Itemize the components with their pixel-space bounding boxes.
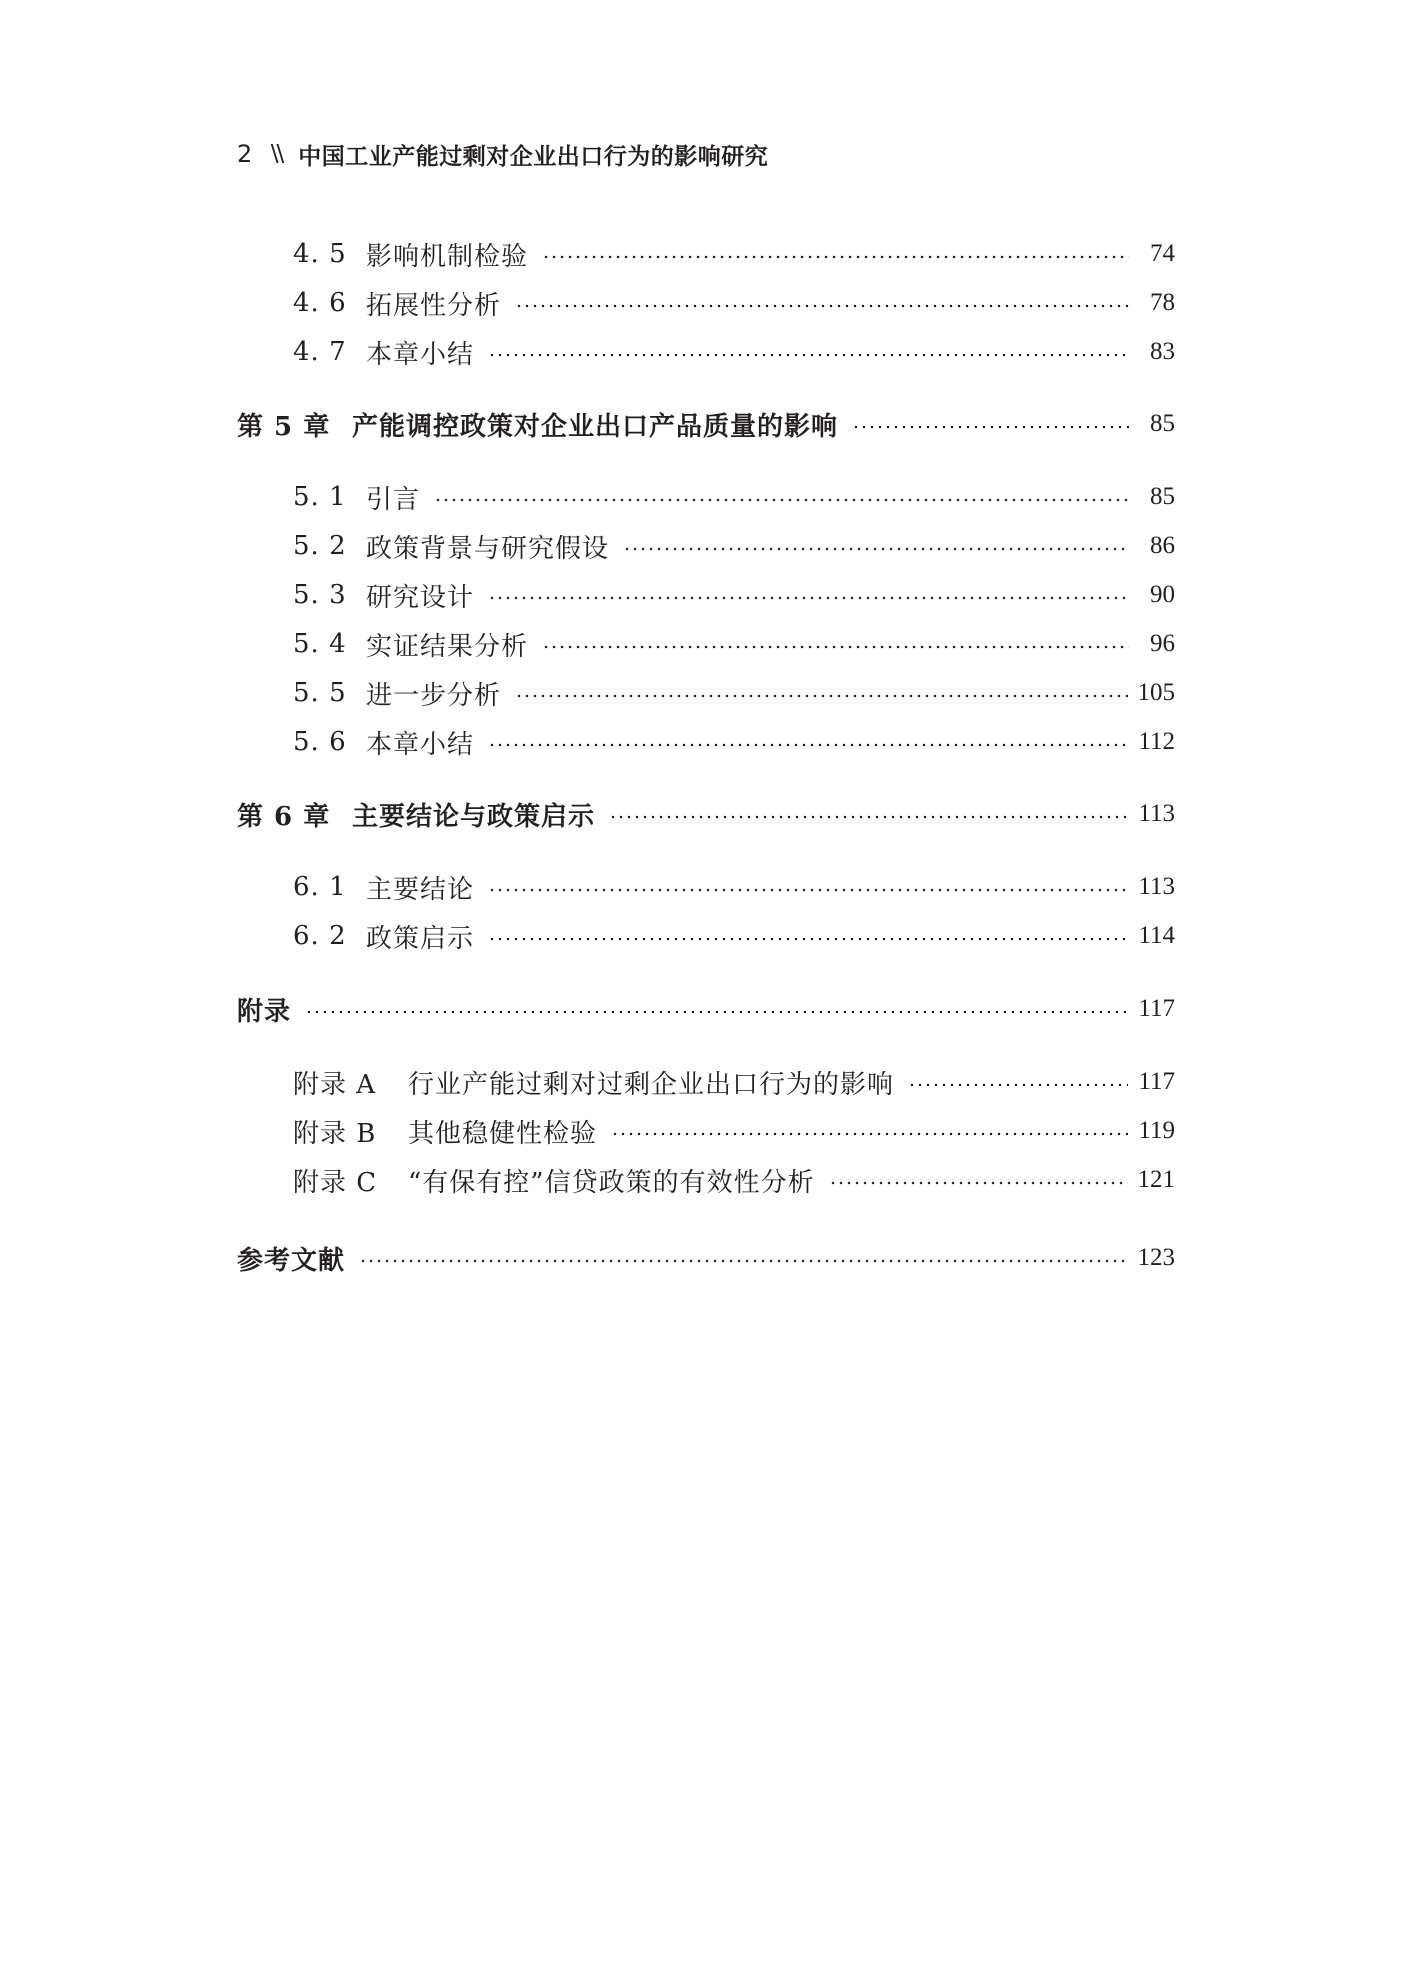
chapter-number: 第 6 章 <box>237 801 331 832</box>
dot-leader <box>488 888 1128 892</box>
entry-title: 其他稳健性检验 <box>408 1118 598 1149</box>
toc-appendix-entry[interactable] <box>293 1160 1175 1200</box>
toc-entry[interactable] <box>293 722 1175 762</box>
entry-page: 90 <box>1150 581 1175 608</box>
entry-number: 5. 4 <box>293 629 347 659</box>
dot-leader <box>623 547 1129 551</box>
entry-number: 6. 1 <box>293 872 347 902</box>
entry-page: 117 <box>1138 1068 1175 1095</box>
entry-number: 5. 1 <box>293 482 347 512</box>
chapter-page: 85 <box>1150 410 1175 437</box>
entry-number: 5. 3 <box>293 580 347 610</box>
toc-references[interactable] <box>237 1238 1175 1278</box>
toc-entry[interactable] <box>293 916 1175 956</box>
entry-title: 研究设计 <box>366 582 475 613</box>
dot-leader <box>305 1010 1128 1014</box>
toc-entry[interactable] <box>293 867 1175 907</box>
toc-entry[interactable] <box>293 575 1175 615</box>
entry-number: 4. 5 <box>293 239 347 269</box>
entry-title: 引言 <box>366 484 421 515</box>
entry-number: 6. 2 <box>293 921 347 951</box>
toc-entry[interactable] <box>293 477 1175 517</box>
entry-page: 105 <box>1137 679 1175 706</box>
entry-title: 拓展性分析 <box>366 290 502 321</box>
references-title: 参考文献 <box>237 1245 346 1276</box>
dot-leader <box>515 694 1127 698</box>
entry-title: 主要结论 <box>366 874 475 905</box>
entry-page: 113 <box>1138 873 1175 900</box>
entry-title: 行业产能过剩对过剩企业出口行为的影响 <box>408 1069 895 1100</box>
entry-number: 5. 6 <box>293 727 347 757</box>
entry-title: 政策背景与研究假设 <box>366 533 610 564</box>
entry-number: 4. 7 <box>293 337 347 367</box>
dot-leader <box>359 1259 1127 1263</box>
entry-page: 85 <box>1150 483 1175 510</box>
toc-chapter[interactable] <box>237 404 1175 444</box>
dot-leader <box>609 815 1128 819</box>
entry-page: 86 <box>1150 532 1175 559</box>
toc-appendix-entry[interactable] <box>293 1111 1175 1151</box>
page-number: 2 <box>237 140 253 168</box>
entry-page: 121 <box>1137 1166 1175 1193</box>
toc-entry[interactable] <box>293 283 1175 323</box>
appendix-page: 117 <box>1138 995 1175 1022</box>
entry-page: 112 <box>1138 728 1175 755</box>
book-title: 中国工业产能过剩对企业出口行为的影响研究 <box>298 143 769 170</box>
entry-title: 政策启示 <box>366 923 475 954</box>
appendix-label: 附录 B <box>293 1118 377 1149</box>
toc-appendix-heading[interactable] <box>237 989 1175 1029</box>
dot-leader <box>434 498 1129 502</box>
entry-page: 119 <box>1138 1117 1175 1144</box>
entry-number: 5. 2 <box>293 531 347 561</box>
chapter-title: 主要结论与政策启示 <box>352 801 596 832</box>
toc-entry[interactable] <box>293 526 1175 566</box>
toc-entry[interactable] <box>293 673 1175 713</box>
entry-title: 实证结果分析 <box>366 631 529 662</box>
dot-leader <box>515 304 1129 308</box>
dot-leader <box>488 596 1129 600</box>
dot-leader <box>908 1083 1128 1087</box>
dot-leader <box>542 645 1129 649</box>
entry-title: 影响机制检验 <box>366 241 529 272</box>
chapter-title: 产能调控政策对企业出口产品质量的影响 <box>352 411 839 442</box>
toc-chapter[interactable] <box>237 794 1175 834</box>
entry-title: 本章小结 <box>366 339 475 370</box>
appendix-title: 附录 <box>237 996 292 1027</box>
entry-page: 83 <box>1150 338 1175 365</box>
entry-title: 进一步分析 <box>366 680 502 711</box>
dot-leader <box>611 1132 1128 1136</box>
dot-leader <box>488 743 1128 747</box>
entry-page: 96 <box>1150 630 1175 657</box>
header-separator: \\ <box>270 141 283 167</box>
entry-title: “有保有控”信贷政策的有效性分析 <box>408 1167 815 1198</box>
chapter-page: 113 <box>1138 800 1175 827</box>
toc-entry[interactable] <box>293 332 1175 372</box>
dot-leader <box>852 425 1129 429</box>
dot-leader <box>488 937 1128 941</box>
entry-page: 78 <box>1150 289 1175 316</box>
dot-leader <box>829 1181 1128 1185</box>
entry-title: 本章小结 <box>366 729 475 760</box>
dot-leader <box>542 255 1129 259</box>
toc-appendix-entry[interactable] <box>293 1062 1175 1102</box>
toc-entry[interactable] <box>293 234 1175 274</box>
references-page: 123 <box>1137 1244 1175 1271</box>
appendix-label: 附录 C <box>293 1167 378 1198</box>
appendix-label: 附录 A <box>293 1069 377 1100</box>
toc-entry[interactable] <box>293 624 1175 664</box>
entry-number: 4. 6 <box>293 288 347 318</box>
entry-page: 114 <box>1138 922 1175 949</box>
dot-leader <box>488 353 1129 357</box>
entry-page: 74 <box>1150 240 1175 267</box>
entry-number: 5. 5 <box>293 678 347 708</box>
chapter-number: 第 5 章 <box>237 411 331 442</box>
